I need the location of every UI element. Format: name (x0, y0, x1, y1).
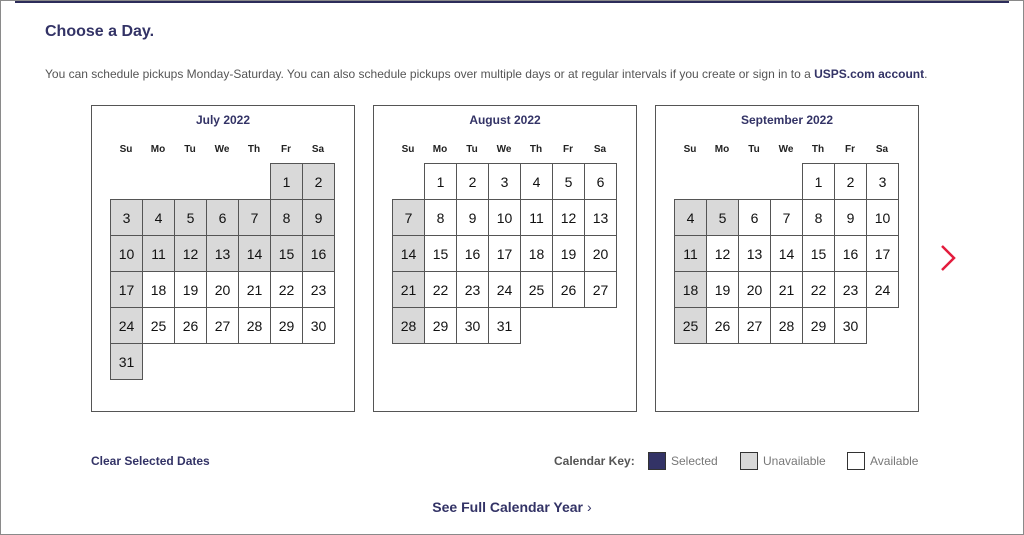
calendar-july-2022 (91, 105, 355, 412)
next-month-button[interactable] (936, 241, 960, 275)
intro-body: You can schedule pickups Monday-Saturday. You can also schedule pickups over multiple days or at regular intervals if you create or sign in to a (45, 67, 815, 81)
day-cell[interactable]: 5 (552, 163, 585, 200)
day-cell-unavailable: 25 (674, 307, 707, 344)
key-available-swatch (847, 452, 865, 470)
weekday-header: Mo (714, 144, 730, 155)
day-cell[interactable]: 23 (834, 271, 867, 308)
day-cell[interactable]: 8 (424, 199, 457, 236)
weekday-header: Sa (875, 144, 889, 155)
key-available-label: Available (870, 454, 919, 468)
day-cell-unavailable: 2 (302, 163, 335, 200)
day-cell[interactable]: 25 (520, 271, 553, 308)
day-cell[interactable]: 16 (456, 235, 489, 272)
day-cell[interactable]: 19 (552, 235, 585, 272)
day-cell-unavailable: 13 (206, 235, 239, 272)
weekday-header: Sa (311, 144, 325, 155)
day-cell-unavailable: 11 (142, 235, 175, 272)
day-cell[interactable]: 18 (520, 235, 553, 272)
day-cell-unavailable: 5 (706, 199, 739, 236)
day-cell[interactable]: 28 (238, 307, 271, 344)
day-cell[interactable]: 29 (270, 307, 303, 344)
day-cell-unavailable: 8 (270, 199, 303, 236)
chevron-right-icon: › (587, 499, 592, 515)
weekday-header: Mo (432, 144, 448, 155)
calendar-month-title: August 2022 (469, 113, 541, 127)
chevron-right-icon (939, 244, 957, 272)
weekday-header: We (214, 144, 230, 155)
day-cell[interactable]: 22 (270, 271, 303, 308)
intro-text (45, 67, 927, 81)
weekday-header: Th (811, 144, 825, 155)
day-cell[interactable]: 10 (488, 199, 521, 236)
day-cell-unavailable: 4 (674, 199, 707, 236)
weekday-header: Th (529, 144, 543, 155)
page-title: Choose a Day. (45, 23, 155, 40)
weekday-header: Th (247, 144, 261, 155)
day-cell[interactable]: 8 (802, 199, 835, 236)
day-cell[interactable]: 26 (706, 307, 739, 344)
day-cell[interactable]: 17 (488, 235, 521, 272)
day-cell[interactable]: 27 (738, 307, 771, 344)
day-cell[interactable]: 2 (456, 163, 489, 200)
day-cell-unavailable: 1 (270, 163, 303, 200)
see-full-calendar-year-link[interactable] (1, 499, 1023, 515)
day-cell[interactable]: 1 (802, 163, 835, 200)
day-cell[interactable]: 12 (706, 235, 739, 272)
day-cell[interactable]: 15 (802, 235, 835, 272)
day-cell[interactable]: 20 (206, 271, 239, 308)
day-cell[interactable]: 13 (738, 235, 771, 272)
clear-selected-dates-link[interactable]: Clear Selected Dates (91, 454, 210, 468)
calendar-august-2022 (373, 105, 637, 412)
day-cell[interactable]: 18 (142, 271, 175, 308)
day-cell-unavailable: 17 (110, 271, 143, 308)
day-cell-unavailable: 5 (174, 199, 207, 236)
full-year-label: See Full Calendar Year (432, 499, 584, 515)
key-unavailable-swatch (740, 452, 758, 470)
weekday-header: Sa (593, 144, 607, 155)
weekday-header: Fr (845, 144, 855, 155)
day-cell[interactable]: 23 (456, 271, 489, 308)
day-cell-unavailable: 14 (392, 235, 425, 272)
key-selected-label: Selected (671, 454, 718, 468)
day-cell[interactable]: 12 (552, 199, 585, 236)
day-cell[interactable]: 27 (584, 271, 617, 308)
day-cell-unavailable: 7 (238, 199, 271, 236)
day-cell[interactable]: 15 (424, 235, 457, 272)
day-cell[interactable]: 21 (770, 271, 803, 308)
day-cell[interactable]: 13 (584, 199, 617, 236)
day-cell[interactable]: 14 (770, 235, 803, 272)
day-cell-unavailable: 11 (674, 235, 707, 272)
day-cell[interactable]: 24 (866, 271, 899, 308)
weekday-header: We (496, 144, 512, 155)
day-cell[interactable]: 19 (706, 271, 739, 308)
day-cell[interactable]: 3 (866, 163, 899, 200)
day-cell-unavailable: 9 (302, 199, 335, 236)
day-cell-unavailable: 10 (110, 235, 143, 272)
weekday-header: Su (401, 144, 415, 155)
weekday-header: Su (683, 144, 697, 155)
day-cell[interactable]: 27 (206, 307, 239, 344)
weekday-header: Fr (281, 144, 291, 155)
day-cell[interactable]: 22 (802, 271, 835, 308)
day-cell[interactable]: 26 (174, 307, 207, 344)
day-cell[interactable]: 3 (488, 163, 521, 200)
day-cell[interactable]: 2 (834, 163, 867, 200)
key-unavailable-label: Unavailable (763, 454, 826, 468)
day-cell-unavailable: 16 (302, 235, 335, 272)
day-cell[interactable]: 16 (834, 235, 867, 272)
day-cell[interactable]: 7 (770, 199, 803, 236)
day-cell[interactable]: 25 (142, 307, 175, 344)
day-cell-unavailable: 3 (110, 199, 143, 236)
day-cell[interactable]: 6 (584, 163, 617, 200)
day-cell-unavailable: 15 (270, 235, 303, 272)
key-selected-swatch (648, 452, 666, 470)
day-cell[interactable]: 10 (866, 199, 899, 236)
day-cell[interactable]: 29 (802, 307, 835, 344)
day-cell[interactable]: 9 (456, 199, 489, 236)
day-cell[interactable]: 23 (302, 271, 335, 308)
day-cell-unavailable: 24 (110, 307, 143, 344)
day-cell[interactable]: 30 (834, 307, 867, 344)
day-cell[interactable]: 20 (584, 235, 617, 272)
day-cell[interactable]: 11 (520, 199, 553, 236)
day-cell-unavailable: 31 (110, 343, 143, 380)
weekday-header: Tu (466, 144, 478, 155)
day-cell[interactable]: 30 (456, 307, 489, 344)
day-cell-unavailable: 12 (174, 235, 207, 272)
usps-account-link[interactable]: USPS.com account (814, 67, 925, 81)
day-cell-unavailable: 28 (392, 307, 425, 344)
weekday-header: Tu (748, 144, 760, 155)
day-cell-unavailable: 6 (206, 199, 239, 236)
weekday-header: Fr (563, 144, 573, 155)
day-cell[interactable]: 9 (834, 199, 867, 236)
day-cell[interactable]: 19 (174, 271, 207, 308)
weekday-header: Tu (184, 144, 196, 155)
calendar-month-title: September 2022 (740, 113, 834, 127)
day-cell[interactable]: 29 (424, 307, 457, 344)
day-cell[interactable]: 17 (866, 235, 899, 272)
day-cell-unavailable: 4 (142, 199, 175, 236)
day-cell[interactable]: 21 (238, 271, 271, 308)
calendar-key-label: Calendar Key: (554, 454, 635, 468)
weekday-header: Mo (150, 144, 166, 155)
calendar-month-title: July 2022 (195, 113, 251, 127)
weekday-header: Su (119, 144, 133, 155)
day-cell[interactable]: 1 (424, 163, 457, 200)
day-cell[interactable]: 31 (488, 307, 521, 344)
day-cell-unavailable: 18 (674, 271, 707, 308)
day-cell[interactable]: 4 (520, 163, 553, 200)
day-cell[interactable]: 30 (302, 307, 335, 344)
day-cell-unavailable: 21 (392, 271, 425, 308)
day-cell[interactable]: 28 (770, 307, 803, 344)
intro-end: . (924, 67, 928, 81)
day-cell[interactable]: 24 (488, 271, 521, 308)
day-cell-unavailable: 7 (392, 199, 425, 236)
day-cell-unavailable: 14 (238, 235, 271, 272)
top-divider (15, 1, 1009, 3)
day-cell[interactable]: 6 (738, 199, 771, 236)
day-cell[interactable]: 22 (424, 271, 457, 308)
day-cell[interactable]: 20 (738, 271, 771, 308)
calendar-september-2022 (655, 105, 919, 412)
weekday-header: We (778, 144, 794, 155)
day-cell[interactable]: 26 (552, 271, 585, 308)
